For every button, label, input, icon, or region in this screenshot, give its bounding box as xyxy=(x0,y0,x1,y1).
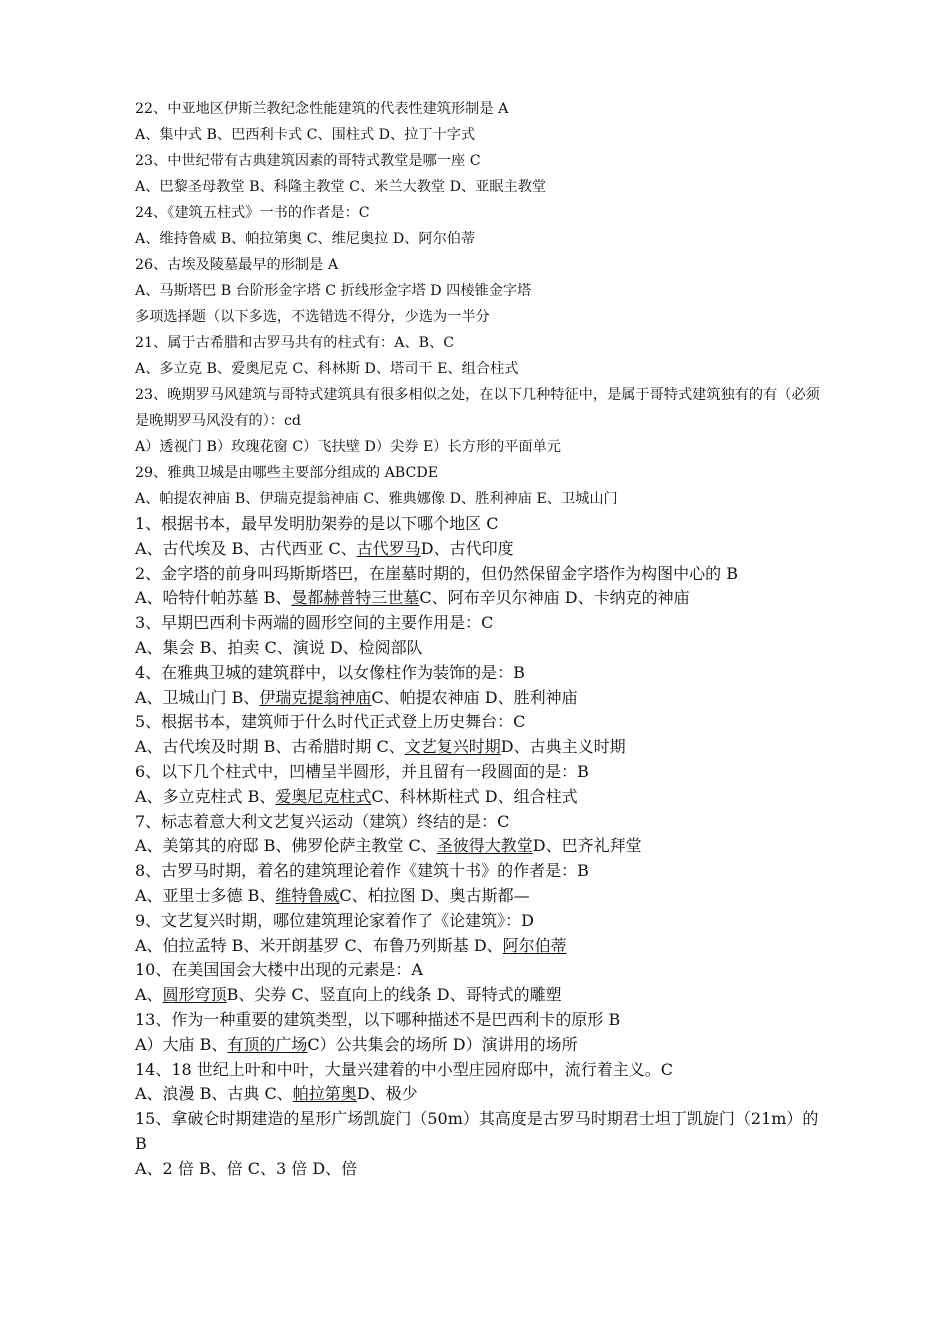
text-span: A、古代埃及时期 B、古希腊时期 C、 xyxy=(135,737,405,757)
text-line xyxy=(135,434,825,460)
text-span: D、极少 xyxy=(356,1084,418,1104)
text-line xyxy=(135,356,825,382)
text-span: 8、古罗马时期，着名的建筑理论着作《建筑十书》的作者是：B xyxy=(135,861,589,881)
text-span: A、维持鲁威 B、帕拉第奥 C、维尼奥拉 D、阿尔伯蒂 xyxy=(135,231,476,247)
text-line xyxy=(135,512,825,537)
text-line xyxy=(135,1107,825,1157)
text-line xyxy=(135,278,825,304)
text-span: 13、作为一种重要的建筑类型，以下哪种描述不是巴西利卡的原形 B xyxy=(135,1009,621,1029)
text-line xyxy=(135,859,825,884)
text-span: 21、属于古希腊和古罗马共有的柱式有：A、B、C xyxy=(135,335,455,351)
text-line xyxy=(135,661,825,686)
text-line xyxy=(135,486,825,512)
text-line xyxy=(135,884,825,909)
text-line xyxy=(135,96,825,122)
text-span: A、多立克 B、爱奥尼克 C、科林斯 D、塔司干 E、组合柱式 xyxy=(135,361,519,377)
text-line xyxy=(135,1058,825,1083)
text-span: 9、文艺复兴时期，哪位建筑理论家着作了《论建筑》：D xyxy=(135,910,535,930)
text-span: 23、晚期罗马风建筑与哥特式建筑具有很多相似之处，在以下几种特征中，是属于哥特式建筑独有的有（必须是晚期罗马风没有的）：cd xyxy=(135,387,820,429)
text-line xyxy=(135,304,825,330)
text-span: 22、中亚地区伊斯兰教纪念性能建筑的代表性建筑形制是 A xyxy=(135,101,509,117)
underlined-answer: 维特鲁威 xyxy=(275,885,340,905)
text-line xyxy=(135,760,825,785)
underlined-answer: 圆形穹顶 xyxy=(162,985,227,1005)
text-line xyxy=(135,934,825,959)
text-line xyxy=(135,1157,825,1182)
text-line xyxy=(135,122,825,148)
underlined-answer: 曼都赫普特三世墓 xyxy=(291,588,420,608)
underlined-answer: 阿尔伯蒂 xyxy=(502,935,567,955)
text-span: 4、在雅典卫城的建筑群中，以女像柱作为装饰的是：B xyxy=(135,662,525,682)
text-span: A）透视门 B）玫瑰花窗 C）飞扶壁 D）尖券 E）长方形的平面单元 xyxy=(135,439,561,455)
text-line xyxy=(135,983,825,1008)
text-line xyxy=(135,1082,825,1107)
text-span: A、集会 B、拍卖 C、演说 D、检阅部队 xyxy=(135,637,423,657)
text-span: A、马斯塔巴 B 台阶形金字塔 C 折线形金字塔 D 四棱锥金字塔 xyxy=(135,283,532,299)
text-span: 10、在美国国会大楼中出现的元素是：A xyxy=(135,960,423,980)
text-span: 23、中世纪带有古典建筑因素的哥特式教堂是哪一座 C xyxy=(135,153,481,169)
text-line xyxy=(135,636,825,661)
text-span: A、古代埃及 B、古代西亚 C、 xyxy=(135,538,357,558)
text-span: D、巴齐礼拜堂 xyxy=(532,836,642,856)
underlined-answer: 有顶的广场 xyxy=(227,1034,308,1054)
text-span: 1、根据书本，最早发明肋架券的是以下哪个地区 C xyxy=(135,514,499,533)
text-span: C、科林斯柱式 D、组合柱式 xyxy=(371,786,578,806)
text-line xyxy=(135,710,825,735)
underlined-answer: 伊瑞克提翁神庙 xyxy=(259,687,372,707)
text-line xyxy=(135,148,825,174)
document-body xyxy=(135,96,825,1182)
text-line xyxy=(135,252,825,278)
text-line xyxy=(135,810,825,835)
text-span: C、阿布辛贝尔神庙 D、卡纳克的神庙 xyxy=(419,588,690,608)
text-line xyxy=(135,834,825,859)
text-span: A、伯拉孟特 B、米开朗基罗 C、布鲁乃列斯基 D、 xyxy=(135,935,503,955)
text-span: A、多立克柱式 B、 xyxy=(135,786,276,806)
text-line xyxy=(135,586,825,611)
text-span: 14、18 世纪上叶和中叶，大量兴建着的中小型庄园府邸中，流行着主义。C xyxy=(135,1059,674,1079)
text-line xyxy=(135,1008,825,1033)
text-line xyxy=(135,460,825,486)
text-span: 3、早期巴西利卡两端的圆形空间的主要作用是：C xyxy=(135,613,494,633)
text-line xyxy=(135,1033,825,1058)
text-span: 24、《建筑五柱式》一书的作者是：C xyxy=(135,205,370,221)
text-span: 5、根据书本，建筑师于什么时代正式登上历史舞台：C xyxy=(135,712,526,732)
text-span: D、古典主义时期 xyxy=(500,737,626,757)
text-span: A、帕提农神庙 B、伊瑞克提翁神庙 C、雅典娜像 D、胜利神庙 E、卫城山门 xyxy=(135,491,618,507)
text-span: A、卫城山门 B、 xyxy=(135,687,260,707)
text-line xyxy=(135,611,825,636)
underlined-answer: 古代罗马 xyxy=(356,538,421,558)
text-span: C）公共集会的场所 D）演讲用的场所 xyxy=(307,1034,578,1054)
text-span: A、集中式 B、巴西利卡式 C、围柱式 D、拉丁十字式 xyxy=(135,127,476,143)
text-span: A）大庙 B、 xyxy=(135,1034,228,1054)
text-line xyxy=(135,735,825,760)
text-span: A、哈特什帕苏墓 B、 xyxy=(135,588,292,608)
text-line xyxy=(135,537,825,562)
text-span: 多项选择题（以下多选，不选错选不得分，少选为一半分 xyxy=(135,309,490,325)
text-line xyxy=(135,958,825,983)
text-line xyxy=(135,382,825,434)
text-span: D、古代印度 xyxy=(420,538,514,558)
text-line xyxy=(135,174,825,200)
text-line xyxy=(135,226,825,252)
text-span: A、浪漫 B、古典 C、 xyxy=(135,1084,293,1104)
underlined-answer: 爱奥尼克柱式 xyxy=(275,786,372,806)
text-span: A、美第其的府邸 B、佛罗伦萨主教堂 C、 xyxy=(135,836,437,856)
text-line xyxy=(135,562,825,587)
text-span: A、巴黎圣母教堂 B、科隆主教堂 C、米兰大教堂 D、亚眠主教堂 xyxy=(135,179,547,195)
text-span: A、 xyxy=(135,985,163,1005)
text-span: A、2 倍 B、倍 C、3 倍 D、倍 xyxy=(135,1158,358,1178)
underlined-answer: 帕拉第奥 xyxy=(292,1084,357,1104)
text-line xyxy=(135,785,825,810)
text-span: 7、标志着意大利文艺复兴运动（建筑）终结的是：C xyxy=(135,811,510,831)
underlined-answer: 文艺复兴时期 xyxy=(404,737,501,757)
text-line xyxy=(135,330,825,356)
text-line xyxy=(135,200,825,226)
text-span: 2、金字塔的前身叫玛斯斯塔巴，在崖墓时期的，但仍然保留金字塔作为构图中心的 B xyxy=(135,563,739,583)
text-span: B、尖券 C、竖直向上的线条 D、哥特式的雕塑 xyxy=(226,985,562,1005)
text-span: A、亚里士多德 B、 xyxy=(135,885,276,905)
text-line xyxy=(135,909,825,934)
underlined-answer: 圣彼得大教堂 xyxy=(436,836,533,856)
text-span: C、帕提农神庙 D、胜利神庙 xyxy=(371,687,578,707)
text-span: C、柏拉图 D、奥古斯都— xyxy=(339,885,530,905)
text-line xyxy=(135,686,825,711)
text-span: 29、雅典卫城是由哪些主要部分组成的 ABCDE xyxy=(135,465,439,481)
text-span: 15、拿破仑时期建造的星形广场凯旋门（50m）其高度是古罗马时期君士坦丁凯旋门（21m）的 B xyxy=(135,1109,819,1153)
text-span: 26、古埃及陵墓最早的形制是 A xyxy=(135,257,339,273)
text-span: 6、以下几个柱式中，凹槽呈半圆形，并且留有一段圆面的是：B xyxy=(135,761,589,781)
